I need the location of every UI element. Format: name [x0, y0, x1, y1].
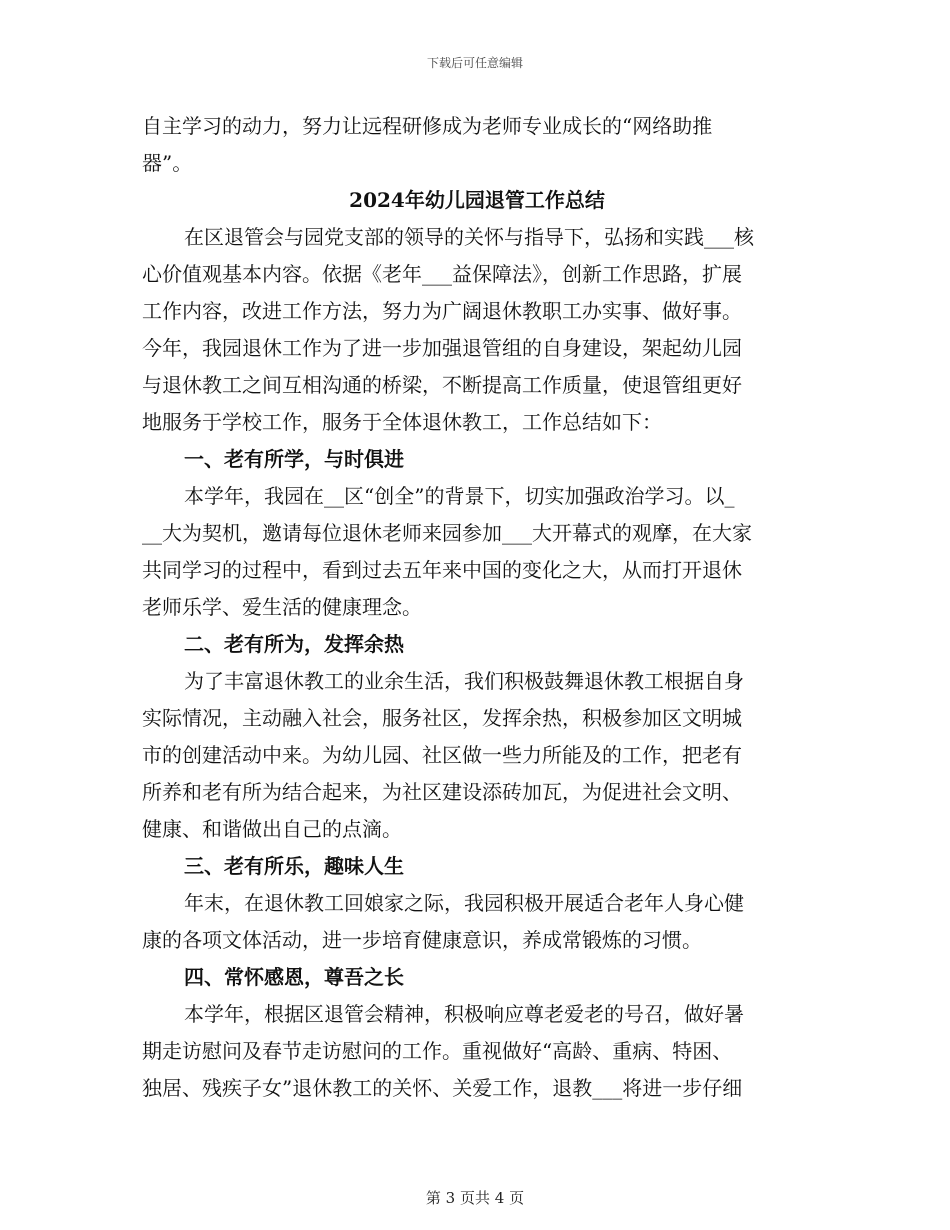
section-heading: 二、老有所为，发挥余热 — [184, 632, 404, 656]
section-heading: 一、老有所学，与时俱进 — [184, 447, 404, 471]
paragraph-line: 实际情况，主动融入社会，服务社区，发挥余热，积极参加区文明城 — [142, 706, 742, 730]
paragraph-line: 期走访慰问及春节走访慰问的工作。重视做好“高龄、重病、特困、 — [142, 1039, 733, 1063]
paragraph-line: 工作内容，改进工作方法，努力为广阔退休教职工办实事、做好事。 — [142, 299, 742, 323]
paragraph-first-line: 为了丰富退休教工的业余生活，我们积极鼓舞退休教工根据自身 — [184, 669, 744, 693]
paragraph-line: 康的各项文体活动，进一步培育健康意识，养成常锻炼的习惯。 — [142, 928, 702, 952]
paragraph-line: 健康、和谐做出自己的点滴。 — [142, 817, 402, 841]
paragraph-line: 老师乐学、爱生活的健康理念。 — [142, 595, 422, 619]
paragraph-line: __大为契机，邀请每位退休老师来园参加___大开幕式的观摩，在大家 — [142, 521, 752, 545]
paragraph-line: 独居、残疾子女”退休教工的关怀、关爱工作，退教___将进一步仔细 — [142, 1076, 743, 1100]
paragraph-first-line: 本学年，我园在__区“创全”的背景下，切实加强政治学习。以_ — [184, 484, 735, 508]
paragraph-first-line: 年末，在退休教工回娘家之际，我园积极开展适合老年人身心健 — [184, 891, 744, 915]
paragraph-line: 所养和老有所为结合起来，为社区建设添砖加瓦，为促进社会文明、 — [142, 780, 742, 804]
paragraph-line: 器”。 — [142, 151, 193, 175]
paragraph-line: 市的创建活动中来。为幼儿园、社区做一些力所能及的工作，把老有 — [142, 743, 742, 767]
paragraph-first-line: 本学年，根据区退管会精神，积极响应尊老爱老的号召，做好暑 — [184, 1002, 744, 1026]
document-title: 2024年幼儿园退管工作总结 — [349, 188, 605, 212]
page-header-note: 下载后可任意编辑 — [426, 56, 523, 70]
paragraph-first-line: 在区退管会与园党支部的领导的关怀与指导下，弘扬和实践___核 — [184, 225, 754, 249]
paragraph-line: 自主学习的动力，努力让远程研修成为老师专业成长的“网络助推 — [142, 114, 713, 138]
section-heading: 四、常怀感恩，尊吾之长 — [184, 965, 404, 989]
paragraph-line: 共同学习的过程中，看到过去五年来中国的变化之大，从而打开退休 — [142, 558, 742, 582]
page-number-footer: 第 3 页共 4 页 — [425, 1189, 525, 1207]
section-heading: 三、老有所乐，趣味人生 — [184, 854, 404, 878]
paragraph-line: 与退休教工之间互相沟通的桥梁，不断提高工作质量，使退管组更好 — [142, 373, 742, 397]
paragraph-line: 地服务于学校工作，服务于全体退休教工，工作总结如下： — [142, 410, 662, 434]
paragraph-line: 今年，我园退休工作为了进一步加强退管组的自身建设，架起幼儿园 — [142, 336, 742, 360]
document-body — [142, 108, 812, 1107]
paragraph-line: 心价值观基本内容。依据《老年___益保障法》，创新工作思路，扩展 — [142, 262, 742, 286]
